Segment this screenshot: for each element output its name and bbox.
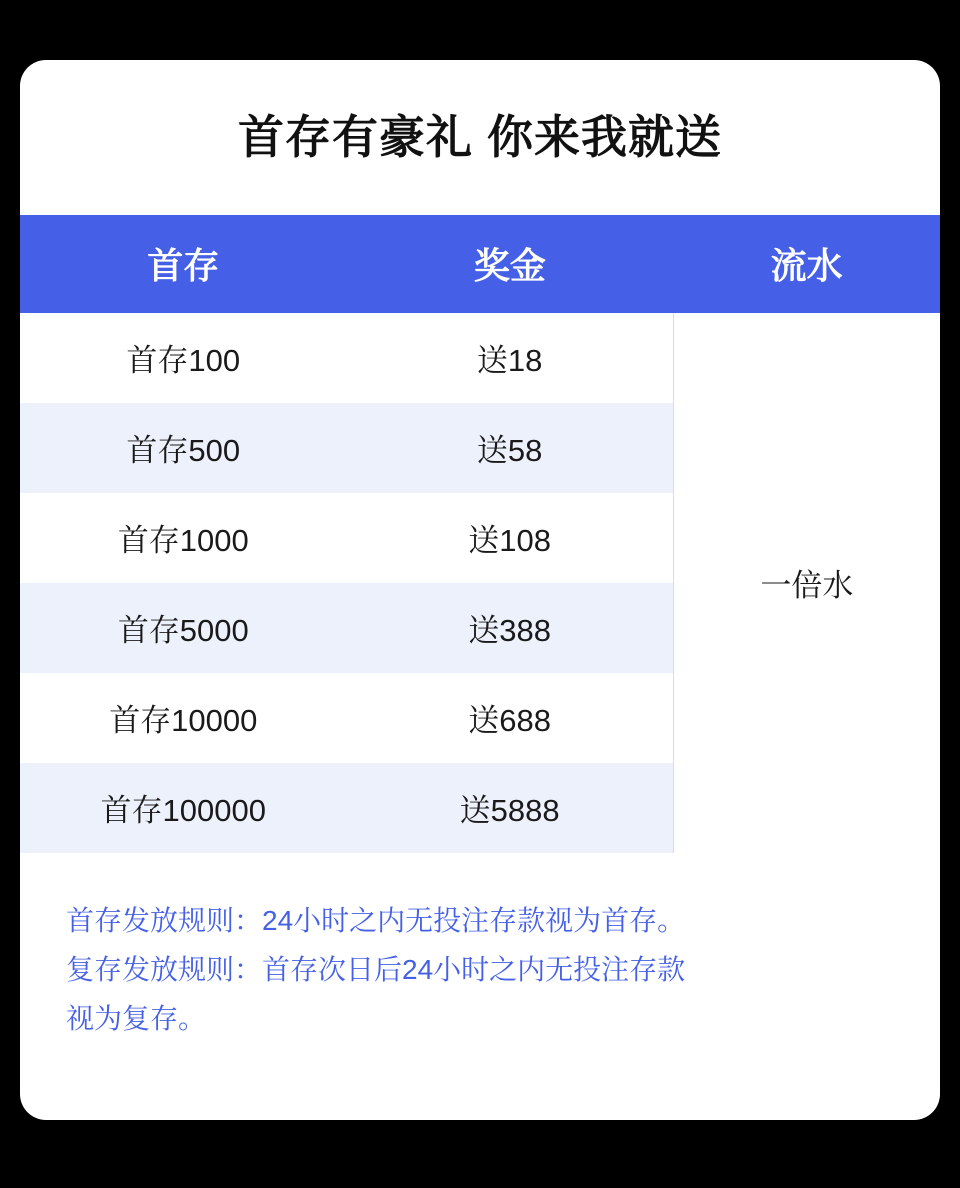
promo-card <box>20 60 940 1120</box>
table-header <box>20 215 940 313</box>
cell-bonus: 送58 <box>347 403 674 493</box>
column-header-deposit: 首存 <box>20 215 347 313</box>
cell-bonus: 送108 <box>347 493 674 583</box>
bonus-table <box>20 215 940 853</box>
rule-first-deposit: 首存发放规则：24小时之内无投注存款视为首存。 <box>66 904 686 936</box>
rule-redeposit-line1: 复存发放规则：首存次日后24小时之内无投注存款 <box>66 953 686 985</box>
cell-wager: 一倍水 <box>673 313 940 853</box>
rules-notes <box>20 853 940 1041</box>
cell-deposit: 首存10000 <box>20 673 347 763</box>
cell-bonus: 送18 <box>347 313 674 403</box>
page-title <box>20 60 940 163</box>
page-title-part2: 你来我就送 <box>487 111 722 163</box>
page-title-part1: 首存有豪礼 <box>238 111 473 163</box>
column-header-wager: 流水 <box>673 215 940 313</box>
column-header-bonus: 奖金 <box>347 215 674 313</box>
cell-deposit: 首存500 <box>20 403 347 493</box>
table-body <box>20 313 940 853</box>
cell-bonus: 送388 <box>347 583 674 673</box>
cell-bonus: 送688 <box>347 673 674 763</box>
cell-deposit: 首存1000 <box>20 493 347 583</box>
cell-deposit: 首存100000 <box>20 763 347 853</box>
cell-deposit: 首存5000 <box>20 583 347 673</box>
cell-bonus: 送5888 <box>347 763 674 853</box>
cell-deposit: 首存100 <box>20 313 347 403</box>
rule-redeposit-line2: 视为复存。 <box>66 1003 207 1035</box>
table-header-row <box>20 215 940 313</box>
table-row <box>20 313 940 403</box>
